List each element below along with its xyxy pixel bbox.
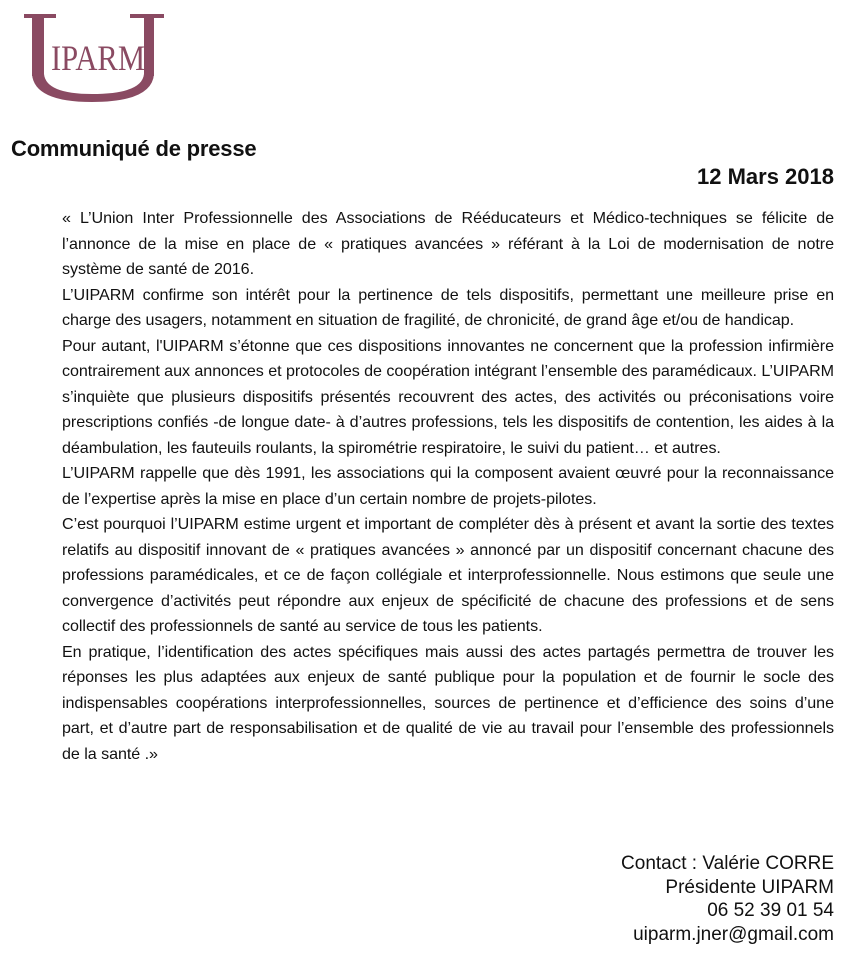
paragraph: « L’Union Inter Professionnelle des Associations de Rééducateurs et Médico-techniques se félicite de l’annonce de la mise en place de « pratiques avancées » référant à la Loi de modernisation de notre système de santé de 2016. [62,209,834,278]
paragraph: Pour autant, l'UIPARM s’étonne que ces dispositions innovantes ne concernent que la profession infirmière contrairement aux annonces et protocoles de coopération intégrant l’ensemble des paramédicaux. L’UIPARM s’inquiète que plusieurs dispositifs présentés recouvrent des actes, des activités ou préconisations voire prescriptions confiés -de longue date- à d’autres professions, tels les dispositifs de contention, les aides à la déambulation, les fauteuils roulants, la spirométrie respiratoire, le suivi du patient… et autres. [62,336,834,457]
press-release-date: 12 Mars 2018 [697,164,834,189]
page-title: Communiqué de presse [11,136,257,161]
press-release-body [62,206,834,767]
contact-email: uiparm.jner@gmail.com [633,923,834,945]
contact-phone: 06 52 39 01 54 [707,900,834,922]
svg-text:IPARM: IPARM [51,38,145,78]
paragraph: En pratique, l’identification des actes spécifiques mais aussi des actes partagés permettra de trouver les réponses les plus adaptées aux enjeux de santé publique pour la population et de fournir le socle des indispensables coopérations interprofessionnelles, sources de pertinence et d’efficience des soins d’une part, et d’autre part de responsabilisation et de qualité de vie au travail pour l’ensemble des professionnels de la santé .» [62,642,834,763]
paragraph: L’UIPARM confirme son intérêt pour la pertinence de tels dispositifs, permettant une meilleure prise en charge des usagers, notamment en situation de fragilité, de chronicité, de grand âge et/ou de handicap. [62,285,834,329]
contact-block [621,852,834,946]
uiparm-logo [18,14,178,106]
paragraph: L’UIPARM rappelle que dès 1991, les associations qui la composent avaient œuvré pour la reconnaissance de l’expertise après la mise en place d’un certain nombre de projets-pilotes. [62,464,834,508]
paragraph: C’est pourquoi l’UIPARM estime urgent et important de compléter dès à présent et avant la sortie des textes relatifs au dispositif innovant de « pratiques avancées » annoncé par un dispositif concernant chacune des professions paramédicales, et ce de façon collégiale et interprofessionnelle. Nous estimons que seule une convergence d’activités peut répondre aux enjeux de spécificité de chacune des professions et de sens collectif des professionnels de santé au service de tous les patients. [62,515,834,635]
uiparm-logo-mark [18,14,178,106]
contact-role: Présidente UIPARM [665,876,834,898]
contact-name: Contact : Valérie CORRE [621,853,834,874]
